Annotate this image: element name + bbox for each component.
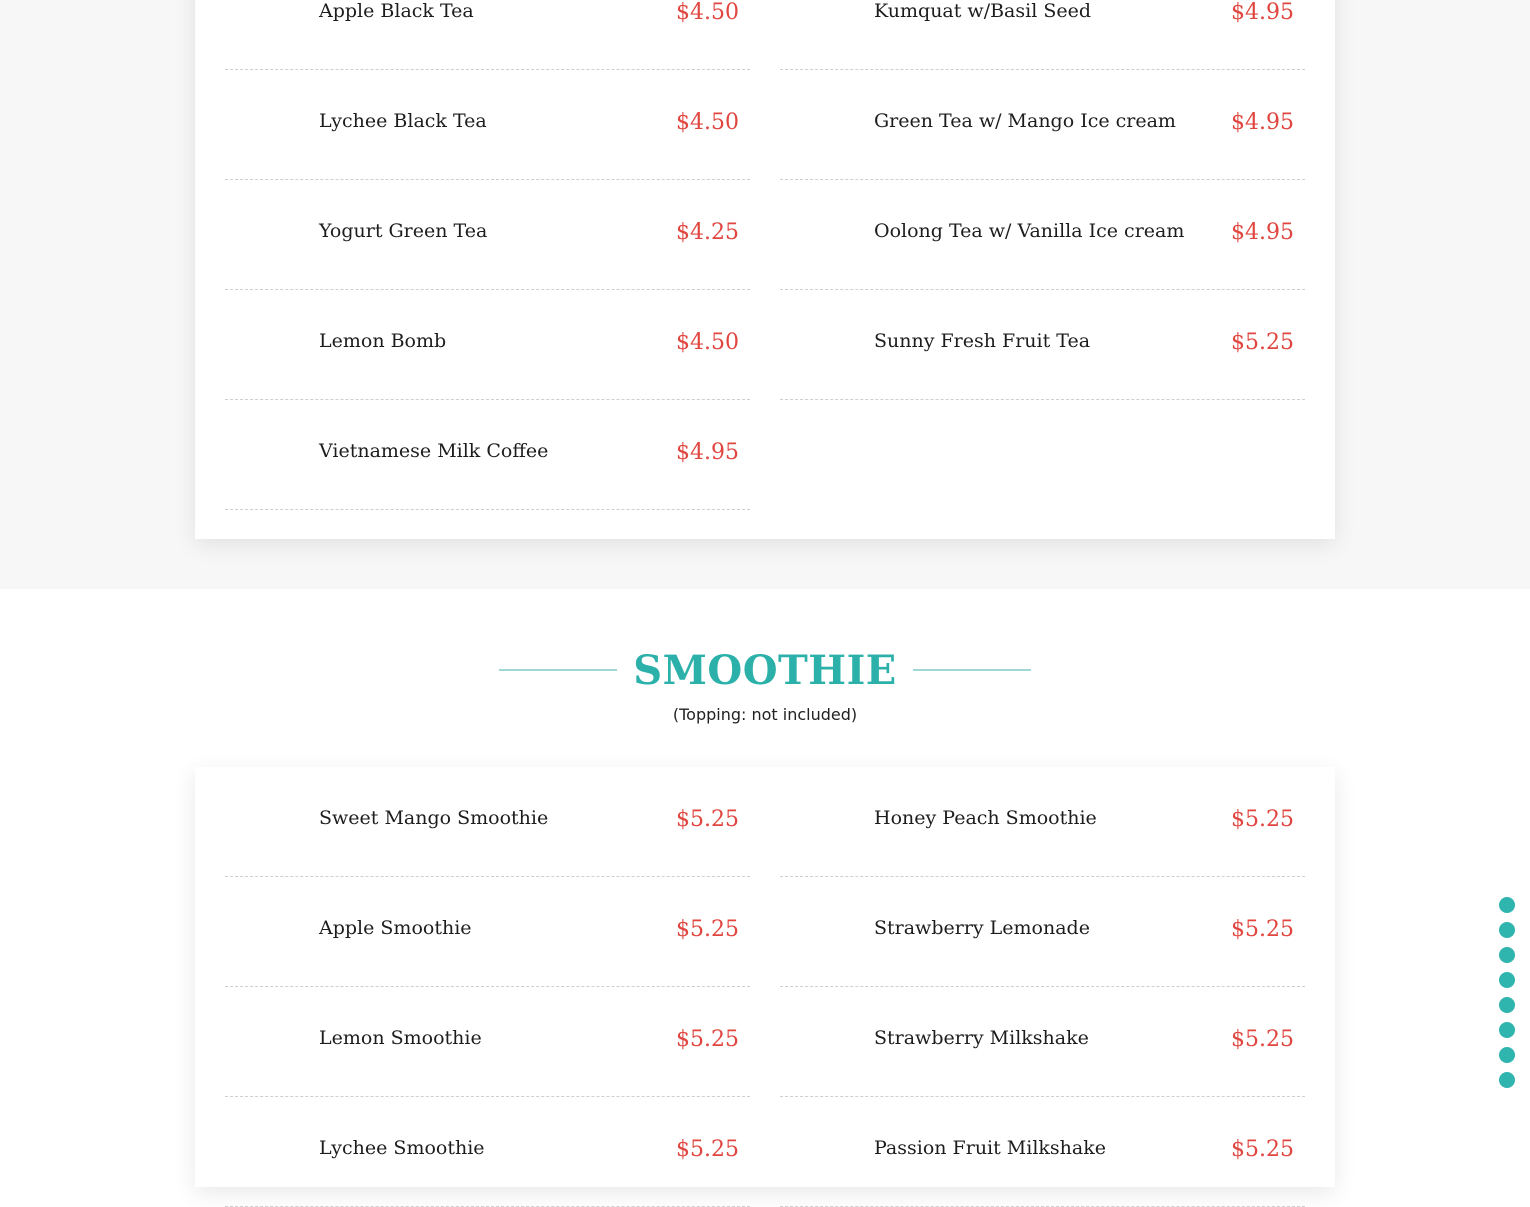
menu-item-price: $5.25 xyxy=(676,807,739,832)
menu-item xyxy=(780,877,1305,987)
menu-item xyxy=(780,290,1305,400)
menu-item-name: Apple Black Tea xyxy=(319,0,474,22)
section-nav-dot-5[interactable] xyxy=(1499,997,1515,1013)
menu-item-name: Lychee Black Tea xyxy=(319,110,487,132)
section-nav-dot-4[interactable] xyxy=(1499,972,1515,988)
tea-menu-right-column xyxy=(780,0,1305,539)
menu-item xyxy=(780,180,1305,290)
menu-item-price: $5.25 xyxy=(1231,330,1294,355)
menu-item xyxy=(225,767,750,877)
menu-item-price: $5.25 xyxy=(676,917,739,942)
menu-item-price: $4.50 xyxy=(676,110,739,135)
smoothie-menu-right-column xyxy=(780,767,1305,1187)
menu-item-price: $5.25 xyxy=(1231,1137,1294,1162)
section-subtitle: (Topping: not included) xyxy=(672,705,858,724)
menu-item-name: Vietnamese Milk Coffee xyxy=(319,440,549,462)
menu-item-name: Oolong Tea w/ Vanilla Ice cream xyxy=(874,220,1185,242)
menu-item xyxy=(780,70,1305,180)
tea-menu-card xyxy=(195,0,1335,539)
menu-item xyxy=(225,70,750,180)
menu-item-name: Lemon Smoothie xyxy=(319,1027,482,1049)
menu-item-name: Green Tea w/ Mango Ice cream xyxy=(874,110,1176,132)
menu-item xyxy=(225,1097,750,1207)
smoothie-menu-left-column xyxy=(225,767,750,1187)
menu-item-price: $5.25 xyxy=(1231,1027,1294,1052)
menu-item-price: $4.25 xyxy=(676,220,739,245)
section-nav-dots xyxy=(1499,897,1516,1088)
heading-right-rule xyxy=(913,669,1031,671)
menu-item-price: $4.50 xyxy=(676,330,739,355)
section-nav-dot-6[interactable] xyxy=(1499,1022,1515,1038)
menu-item xyxy=(225,987,750,1097)
menu-item xyxy=(780,1097,1305,1207)
menu-item-price: $4.95 xyxy=(676,440,739,465)
section-nav-dot-1[interactable] xyxy=(1499,897,1515,913)
menu-item-name: Apple Smoothie xyxy=(319,917,472,939)
menu-item-name: Sunny Fresh Fruit Tea xyxy=(874,330,1091,352)
menu-item-price: $5.25 xyxy=(676,1137,739,1162)
menu-item-name: Yogurt Green Tea xyxy=(319,220,488,242)
menu-item xyxy=(225,180,750,290)
menu-item-price: $4.95 xyxy=(1231,110,1294,135)
menu-item xyxy=(780,987,1305,1097)
tea-menu-left-column xyxy=(225,0,750,539)
menu-item-name: Kumquat w/Basil Seed xyxy=(874,0,1091,22)
menu-item xyxy=(225,290,750,400)
menu-item-name: Lychee Smoothie xyxy=(319,1137,485,1159)
menu-item-price: $4.50 xyxy=(676,0,739,25)
menu-item xyxy=(225,0,750,70)
menu-item-name: Honey Peach Smoothie xyxy=(874,807,1097,829)
menu-item xyxy=(225,400,750,510)
menu-item-name: Strawberry Milkshake xyxy=(874,1027,1089,1049)
menu-item-price: $5.25 xyxy=(1231,807,1294,832)
menu-item xyxy=(780,0,1305,70)
smoothie-menu-card xyxy=(195,767,1335,1187)
heading-left-rule xyxy=(499,669,617,671)
section-nav-dot-8[interactable] xyxy=(1499,1072,1515,1088)
menu-item-price: $4.95 xyxy=(1231,0,1294,25)
menu-item-price: $5.25 xyxy=(1231,917,1294,942)
menu-item-name: Passion Fruit Milkshake xyxy=(874,1137,1106,1159)
section-nav-dot-2[interactable] xyxy=(1499,922,1515,938)
menu-item-name: Strawberry Lemonade xyxy=(874,917,1090,939)
section-title: SMOOTHIE xyxy=(633,646,897,694)
menu-item-price: $5.25 xyxy=(676,1027,739,1052)
menu-item xyxy=(225,877,750,987)
menu-item-name: Lemon Bomb xyxy=(319,330,447,352)
menu-item xyxy=(780,767,1305,877)
smoothie-section-heading xyxy=(0,640,1530,700)
section-nav-dot-3[interactable] xyxy=(1499,947,1515,963)
section-nav-dot-7[interactable] xyxy=(1499,1047,1515,1063)
menu-item-price: $4.95 xyxy=(1231,220,1294,245)
menu-item-name: Sweet Mango Smoothie xyxy=(319,807,549,829)
